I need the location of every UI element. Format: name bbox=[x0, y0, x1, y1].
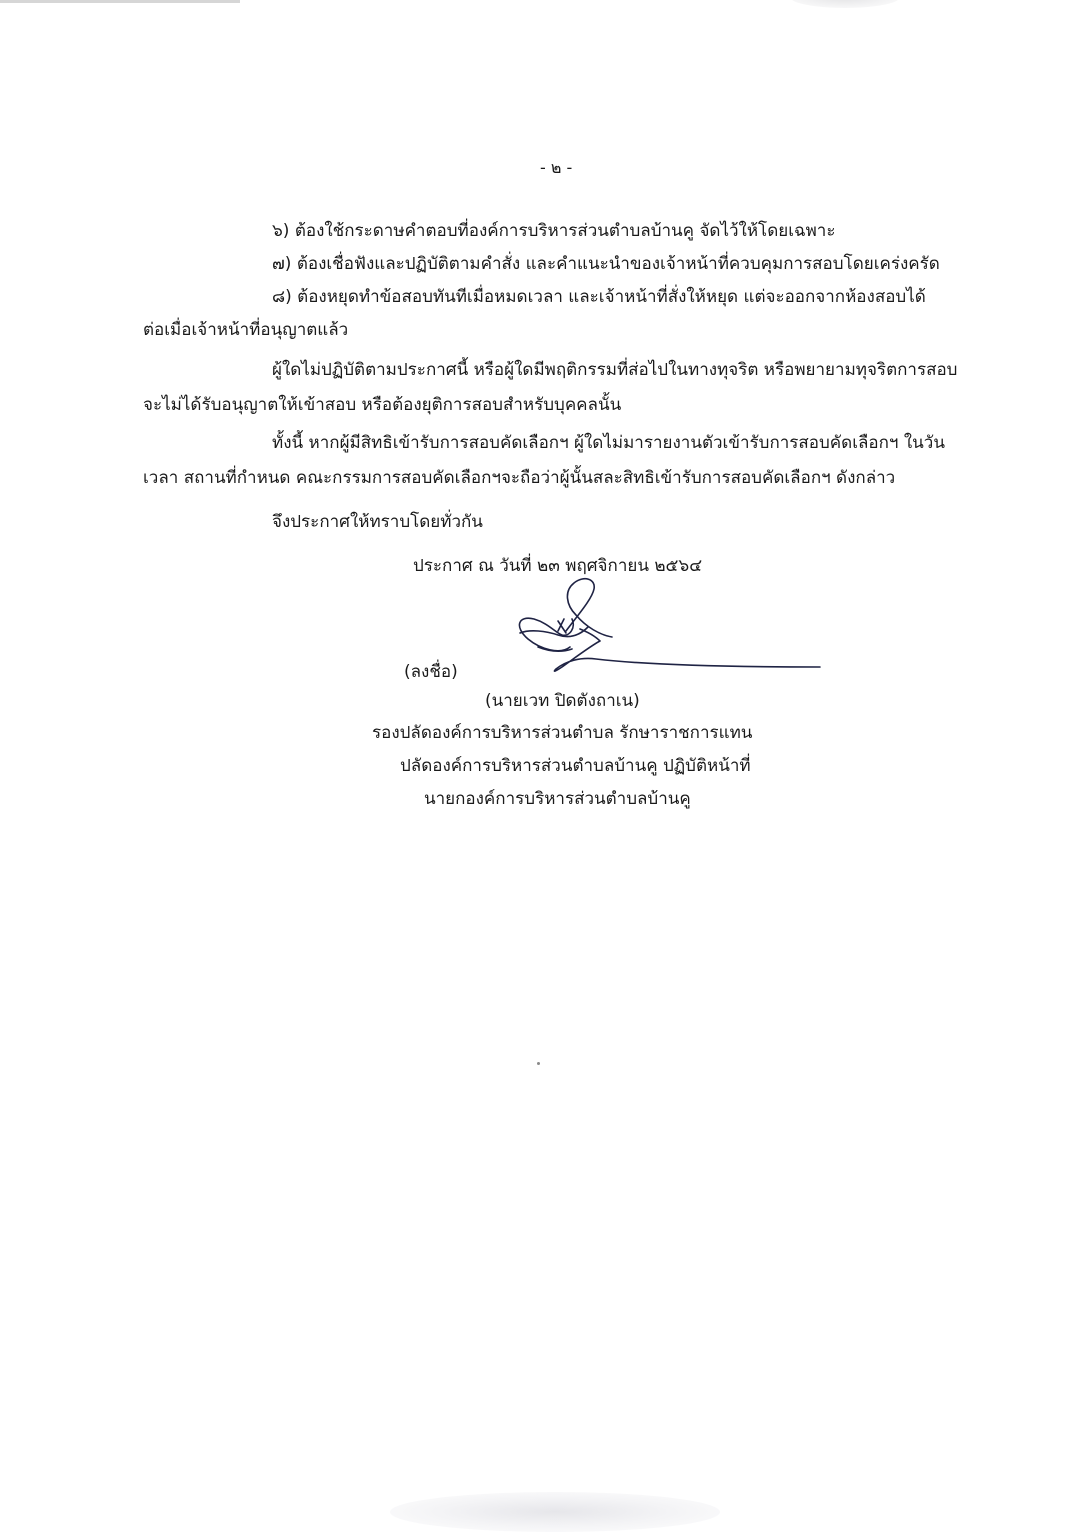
signer-name: (นายเวท ปิดตังถาเน) bbox=[485, 691, 640, 711]
scan-edge-shadow bbox=[0, 0, 240, 3]
rule-item-8-continuation: ต่อเมื่อเจ้าหน้าที่อนุญาตแล้ว bbox=[143, 320, 349, 340]
paragraph-forfeit-line-1: ทั้งนี้ หากผู้มีสิทธิเข้ารับการสอบคัดเลือกฯ ผู้ใดไม่มารายงานตัวเข้ารับการสอบคัดเลือกฯ ในวัน bbox=[272, 433, 945, 453]
page-number: - ๒ - bbox=[540, 158, 573, 177]
announcement-date: ประกาศ ณ วันที่ ๒๓ พฤศจิกายน ๒๕๖๔ bbox=[413, 556, 703, 576]
scan-speck bbox=[537, 1062, 540, 1065]
scan-smudge-bottom bbox=[390, 1492, 720, 1532]
signer-position-line-3: นายกองค์การบริหารส่วนตำบลบ้านคู bbox=[424, 789, 691, 809]
scan-smudge-top bbox=[790, 0, 900, 8]
rule-item-8: ๘) ต้องหยุดทำข้อสอบทันทีเมื่อหมดเวลา และเจ้าหน้าที่สั่งให้หยุด แต่จะออกจากห้องสอบได้ bbox=[272, 287, 926, 307]
signer-position-line-2: ปลัดองค์การบริหารส่วนตำบลบ้านคู ปฏิบัติหน้าที่ bbox=[400, 756, 751, 776]
paragraph-misconduct-line-2: จะไม่ได้รับอนุญาตให้เข้าสอบ หรือต้องยุติการสอบสำหรับบุคคลนั้น bbox=[143, 395, 622, 415]
paragraph-forfeit-line-2: เวลา สถานที่กำหนด คณะกรรมการสอบคัดเลือกฯจะถือว่าผู้นั้นสละสิทธิเข้ารับการสอบคัดเลือกฯ ดังกล่าว bbox=[143, 468, 896, 488]
signer-position-line-1: รองปลัดองค์การบริหารส่วนตำบล รักษาราชการแทน bbox=[372, 723, 753, 743]
handwritten-signature bbox=[500, 575, 830, 685]
closing-statement: จึงประกาศให้ทราบโดยทั่วกัน bbox=[272, 512, 483, 532]
rule-item-7: ๗) ต้องเชื่อฟังและปฏิบัติตามคำสั่ง และคำแนะนำของเจ้าหน้าที่ควบคุมการสอบโดยเคร่งครัด bbox=[272, 254, 940, 274]
signature-label: (ลงชื่อ) bbox=[404, 662, 458, 682]
paragraph-misconduct-line-1: ผู้ใดไม่ปฏิบัติตามประกาศนี้ หรือผู้ใดมีพฤติกรรมที่ส่อไปในทางทุจริต หรือพยายามทุจริตการสอบ bbox=[272, 360, 958, 380]
rule-item-6: ๖) ต้องใช้กระดาษคำตอบที่องค์การบริหารส่วนตำบลบ้านคู จัดไว้ให้โดยเฉพาะ bbox=[272, 221, 836, 241]
